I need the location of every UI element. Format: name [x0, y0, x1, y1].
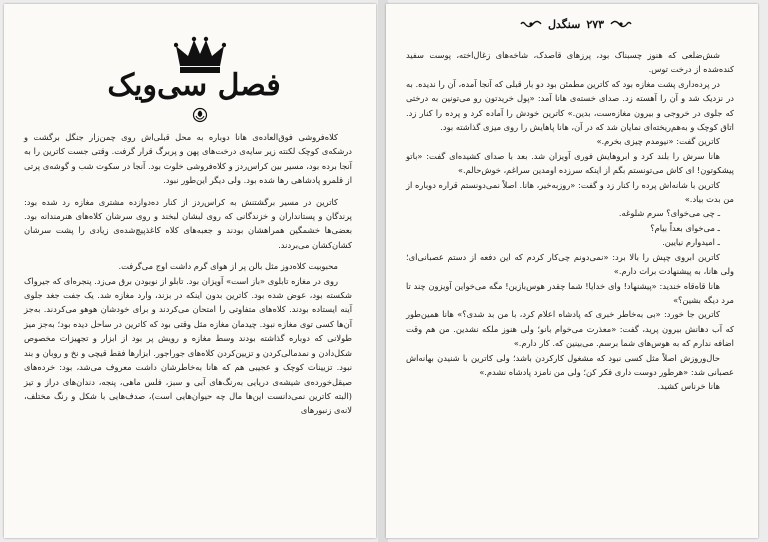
- chapter-title: فصل سی‌ویک: [107, 68, 281, 103]
- paragraph: کاترین با شانه‌اش پرده را کنار زد و گفت: «روزبه‌خیر، هانا. اصلاً نمی‌دونستم قراره دوباره از من بدت بیاد.»: [406, 179, 734, 205]
- paragraph: هانا قاه‌قاه خندید: «پیشنهاد! وای خدایا! شما چقدر هوس‌بازین! مگه می‌خواین آویزون چند تا مرد دیگه بشین؟»: [406, 280, 734, 305]
- paragraph: حال‌وروزش اصلاً مثل کسی نبود که مشغول کارکردن باشد؛ ولی کاترین با شنیدن بهانه‌اش عصبانی شد: «هرطور دوست داری فکر کن؛ ولی من نامزد پادشاه نشدم.»: [406, 352, 734, 377]
- left-page-text: [24, 130, 352, 418]
- rose-icon: [192, 107, 208, 123]
- ornament-icon: [610, 19, 632, 29]
- paragraph: کاترین در مسیر برگشتنش به کراس‌ردز از کنار ده‌دوازده مشتری مغازه رد شده بود: پرندگان و پستانداران و خزندگانی که روی لبشان لبخند و روی سرشان کلاه‌های هنرمندانه بود. بعضی‌ها خشمگین همراهشان بودند و جعبه‌های کلاه کاغذپیچ‌شده‌ی زیادی را پشت سرشان کشان‌کشان می‌بردند.: [24, 196, 352, 250]
- paragraph: کاترین جا خورد: «بی به‌خاطر خبری که پادشاه اعلام کرد، با من بد شدی؟» هانا همین‌طور که آب دهانش بیرون پرید، گفت: «معذرت می‌خوام بانو؛ ولی هنوز ملکه نشدین. من هم وقت اضافه ندارم که به هوس‌های شما برسم. می‌بینین که. کار دارم.»: [406, 309, 734, 349]
- paragraph: ـ می‌خوای بعداً بیام؟: [650, 222, 720, 233]
- paragraph: در پرده‌داری پشت مغازه بود که کاترین مطمئن بود دو بار قبلی که آنجا آمده، آن را ندیده. به در نزدیک شد و آن را آهسته زد. صدای خسته‌ی هانا آمد: «پول خریدتون رو می‌تونین به درختی که جلوی در خروجی و بیرون مغازه‌ست، بدین.» کاترین خودش را آماده کرد و پرده را کنار زد. اتاق کوچک و به‌هم‌ریخته‌ای نمایان شد که در آن، هانا پاهایش را روی میزی گذاشته بود.: [406, 78, 734, 133]
- paragraph: ـ امیدوارم نیایین.: [662, 237, 720, 248]
- ornament-icon: [520, 19, 542, 29]
- running-head-title: سنگدل: [547, 17, 581, 31]
- left-page: [4, 4, 376, 538]
- page-number: ۲۷۳: [586, 17, 605, 31]
- paragraph: ـ چی می‌خوای؟ سرم شلوغه.: [618, 208, 720, 219]
- paragraph: کاترین گفت: «نیومدم چیزی بخرم.»: [596, 136, 720, 147]
- running-header: [506, 14, 646, 34]
- paragraph: هانا خرناس کشید.: [657, 381, 720, 392]
- right-page: [386, 4, 758, 538]
- paragraph: کلاه‌فروشی فوق‌العاده‌ی هانا دوباره به محل قبلی‌اش روی چمن‌زار جنگل برگشت و درشکه‌ی کوچک لکنته زیر سایه‌ی درخت‌های پهن و پربرگ قرار گرفت. وقتی جست کاترین را به آنجا برده بود، مسیر بین کراس‌ردز و کلاه‌فروشی خلوت بود. آنجا در سکوت شب و گوشه‌ی پرتی از قلمرو پادشاهی رها شده بود. ولی دیگر این‌طور نبود.: [24, 132, 352, 186]
- paragraph: کاترین ابروی چپش را بالا برد: «نمی‌دونم چی‌کار کردم که این دفعه از دستم عصبانی‌ای؛ ولی هانا، به پیشنهادت برات دارم.»: [406, 251, 734, 277]
- paragraph: هانا سرش را بلند کرد و ابروهایش فوری آویزان شد. بعد با صدای کشیده‌ای گفت: «باتو پیشکوتون! ای کاش می‌تونستم بگم از اینکه سرزده اومدین سراغم، خوش‌حالم.»: [406, 150, 734, 176]
- paragraph: شش‌ضلعی که هنوز چسبناک بود، پرزهای قاصدک، شاخه‌های زغال‌اخته، پوست سفید کنده‌شده از درخت توس.: [406, 50, 734, 75]
- right-page-text: [406, 48, 734, 394]
- paragraph: محبوبیت کلاه‌دوز مثل بالن پر از هوای گرم داشت اوج می‌گرفت.: [118, 261, 338, 272]
- paragraph: روی در مغازه تابلوی «باز است» آویزان بود. تابلو از نوبودن برق می‌زد. پنجره‌ای که جیرواک شکسته بود، عوض شده بود. کاترین بدون اینکه در بزند، وارد مغازه شد. یک جفت جغد جلوی آینه ایستاده بودند. کلاه‌های متفاوتی را امتحان می‌کردند و برای خودشان هوهو می‌کردند. به‌جز آن‌ها کسی توی مغازه نبود. چیدمان مغازه مثل وقتی بود که کاترین در ساحل دیده بود؛ به‌جز میز طولانی که دوباره گذاشته بودند وسط مغازه و رویش پر بود از ابزار و تجهیزات مخصوص شکل‌دادن و نمدمالی‌کردن و تزیین‌کردن کلاه‌های جوراجور. ابزارها فقط قیچی و نخ و روبان و بند نبود. تزیینات کوچک و عجیبی هم که هانا به‌خاطرشان داشت معروف می‌شد، بود: خرده‌های صیقل‌خورده‌ی شیشه‌ی دریایی به‌رنگ‌های آبی و سبز، فلس ماهی، پنجه، دندان‌های دراز و تیز (البته کاترین نمی‌دانست این‌ها مال چه حیوان‌هایی است)، صدف‌هایی با شکل و رنگ مختلف، لانه‌ی زنبورهای: [24, 275, 352, 416]
